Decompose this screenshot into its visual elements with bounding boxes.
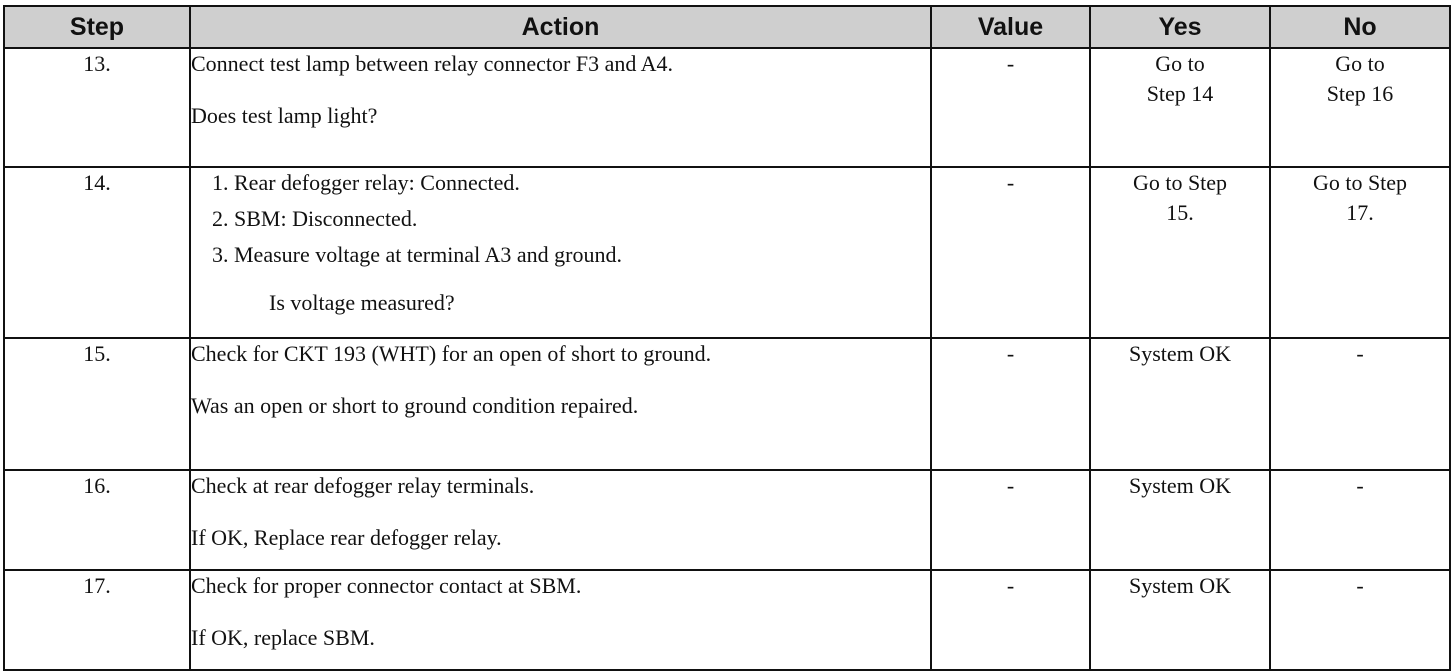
value-cell: - [931, 167, 1090, 338]
table-row [4, 570, 1450, 670]
no-cell: Go to Step 17. [1270, 167, 1450, 338]
header-value: Value [931, 6, 1090, 48]
value-cell: - [931, 48, 1090, 167]
step-number: 17. [4, 570, 190, 670]
table-row [4, 48, 1450, 167]
action-question: If OK, Replace rear defogger relay. [191, 525, 502, 550]
action-step-item: 3. Measure voltage at terminal A3 and ground. [212, 242, 622, 267]
step-number: 14. [4, 167, 190, 338]
yes-cell: System OK [1090, 570, 1270, 670]
no-cell: - [1270, 470, 1450, 570]
action-steps-list [191, 168, 930, 270]
value-cell: - [931, 570, 1090, 670]
action-question: If OK, replace SBM. [191, 625, 375, 650]
action-question: Was an open or short to ground condition repaired. [191, 393, 639, 418]
yes-cell: Go to Step 15. [1090, 167, 1270, 338]
header-action: Action [190, 6, 931, 48]
action-question: Does test lamp light? [191, 103, 378, 128]
action-cell [190, 167, 931, 338]
action-cell [190, 470, 931, 570]
action-cell [190, 48, 931, 167]
value-cell: - [931, 338, 1090, 470]
action-text: Check for proper connector contact at SBM. [191, 573, 582, 598]
diagnostic-table [3, 5, 1451, 671]
header-step: Step [4, 6, 190, 48]
table-row [4, 338, 1450, 470]
table-row [4, 167, 1450, 338]
header-no: No [1270, 6, 1450, 48]
value-cell: - [931, 470, 1090, 570]
step-number: 15. [4, 338, 190, 470]
action-step-item: 1. Rear defogger relay: Connected. [212, 170, 520, 195]
yes-cell: Go to Step 14 [1090, 48, 1270, 167]
yes-cell: System OK [1090, 338, 1270, 470]
step-number: 16. [4, 470, 190, 570]
no-cell: Go to Step 16 [1270, 48, 1450, 167]
action-question: Is voltage measured? [269, 290, 455, 315]
action-cell [190, 338, 931, 470]
action-cell [190, 570, 931, 670]
action-text: Check for CKT 193 (WHT) for an open of short to ground. [191, 341, 712, 366]
action-text: Check at rear defogger relay terminals. [191, 473, 535, 498]
action-step-item: 2. SBM: Disconnected. [212, 206, 418, 231]
header-row [4, 6, 1450, 48]
no-cell: - [1270, 338, 1450, 470]
header-yes: Yes [1090, 6, 1270, 48]
action-text: Connect test lamp between relay connector F3 and A4. [191, 51, 674, 76]
table-row [4, 470, 1450, 570]
no-cell: - [1270, 570, 1450, 670]
yes-cell: System OK [1090, 470, 1270, 570]
step-number: 13. [4, 48, 190, 167]
